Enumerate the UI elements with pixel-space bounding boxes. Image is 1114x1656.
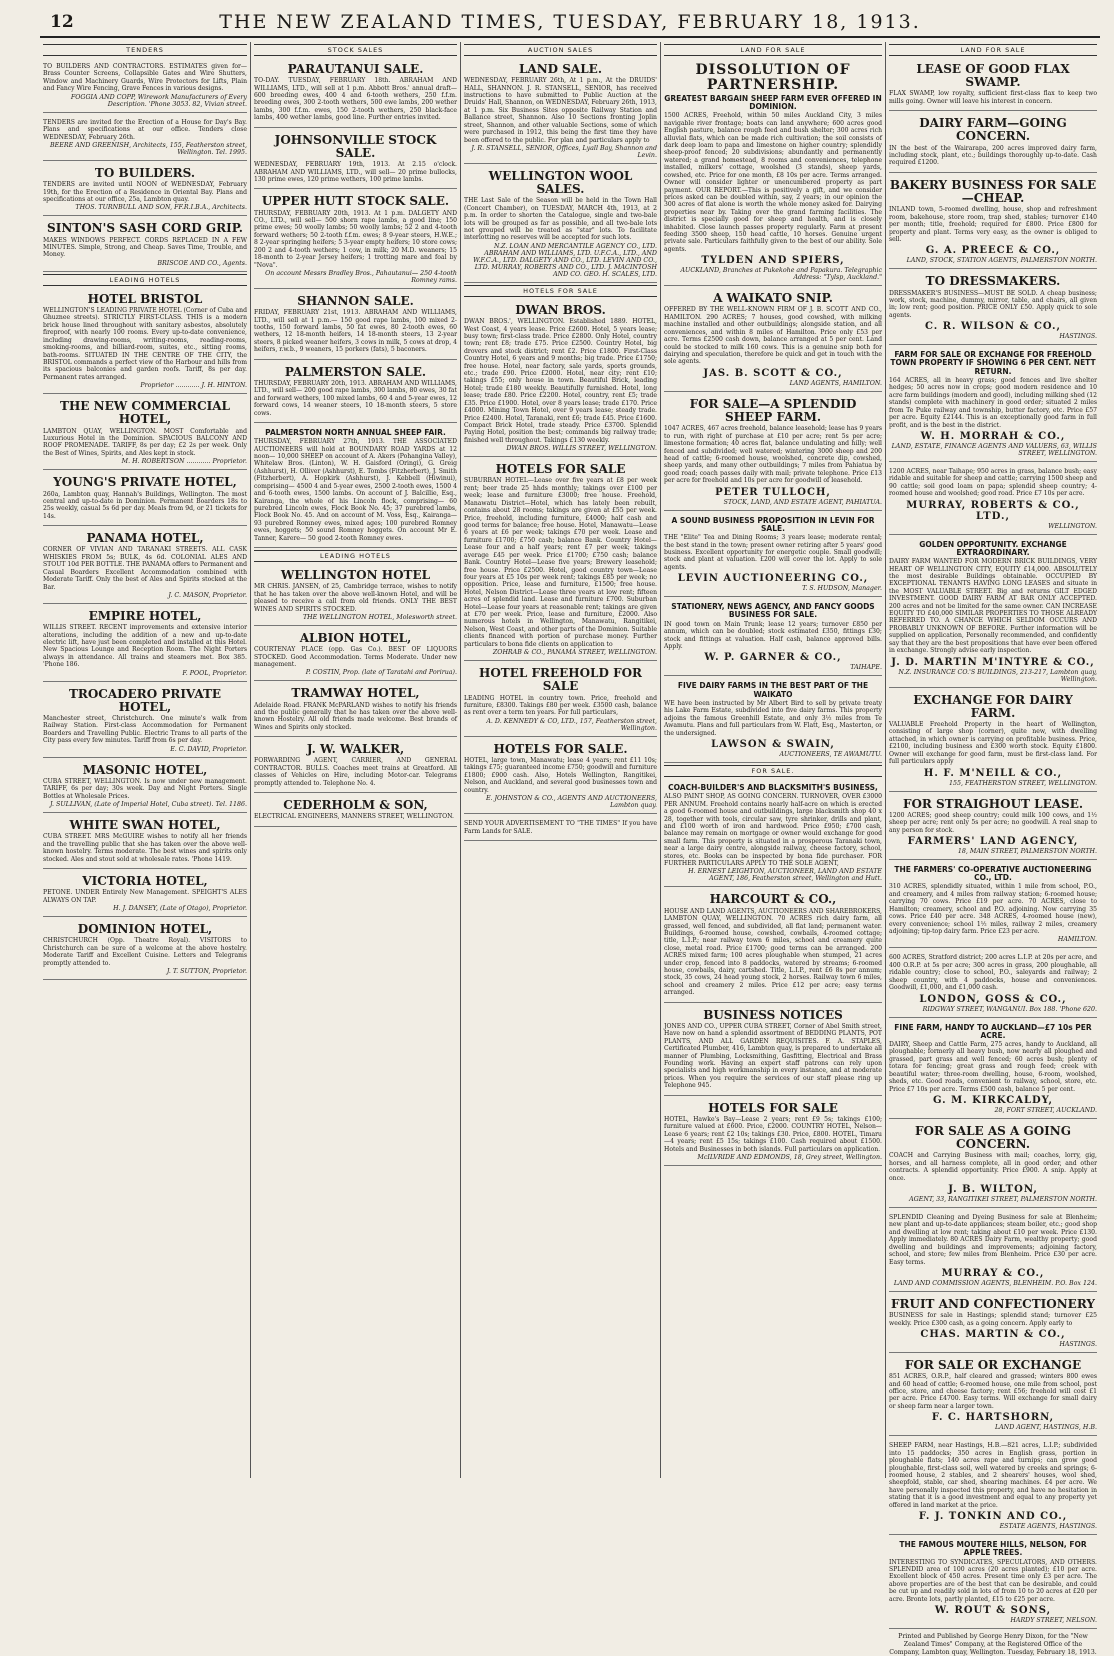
ad-signature: RIDGWAY STREET, WANGANUI. Box 188. 'Phone 620. [922,1005,1097,1013]
masthead [40,8,1100,38]
ad-heading: J. W. WALKER, [306,742,405,757]
newspaper-column [660,42,885,1478]
ad-signature: HARDY STREET, NELSON. [1010,1617,1097,1625]
advertisement [889,1537,1097,1629]
ad-heading: JOHNSONVILLE STOCK SALE. [274,132,437,160]
ad-signature: LAND, STOCK, STATION AGENTS, PALMERSTON NORTH. [906,257,1097,265]
ad-body-text: PETONE. UNDER Entirely New Management. SPEIGHT'S ALES ALWAYS ON TAP. [43,889,247,904]
ad-heading: HARCOURT & CO., [709,892,837,907]
ad-body-text: DRESSMAKER'S BUSINESS—MUST BE SOLD. A cheap business; work, stock, machine, dummy, mirror, table, and chairs, all given in; low rent; good position. PRICE ONLY £50. Apply quick to sole agents. [889,289,1097,319]
advertisement [664,1098,882,1166]
advertiser-name: G. A. PREECE & CO., [925,245,1061,257]
ad-body-text: LEADING HOTEL in country town. Price, freehold and furniture, £8300. Takings £80 per week. £3500 cash, balance as rent over a term ten years. For full particulars, [464,694,657,717]
ad-signature: H. ERNEST LEIGHTON, AUCTIONEER, LAND AND ESTATE AGENT, 186, Featherston street, Wellington and Hutt. [688,868,882,883]
ad-signature: On account Messrs Bradley Bros., Pahautanui— 250 4-tooth Romney rams. [265,269,457,284]
ad-body-text: DAIRY, Sheep and Cattle Farm, 275 acres, handy to Auckland, all ploughable; formerly all heavy bush, now nearly all ploughed and grassed, part grass and well fenced; 60 acres bush; plenty of totara for fencing; great grass and rough feed; creek with beautiful water; three-room dwelling, house, 6-room, woolshed, sheds, etc. Good roads, convenient to railway, school, store, etc. Price £7 10s per acre. Terms £500 cash, balance 5 per cent. [889,1041,1097,1093]
ad-heading: DISSOLUTION OF PARTNERSHIP. [695,62,851,94]
ad-signature: LAND AND COMMISSION AGENTS, BLENHEIM. P.O. Box 124. [893,1279,1097,1287]
page-title: THE NEW ZEALAND TIMES, TUESDAY, FEBRUARY 18, 1913. [219,11,921,33]
ad-heading: EXCHANGE FOR DAIRY FARM. [913,692,1073,720]
ad-body-text: TENDERS are invited for the Erection of a House for Day's Bay. Plans and specifications at our office. Tenders close WEDNESDAY, February 26th. [43,118,247,141]
page-number: 12 [50,12,74,32]
advertisement [43,815,247,869]
ad-body-text: 600 ACRES, Stratford district; 200 acres L.I.P. at 20s per acre, and 400 O.R.P. at 5s per acre; 300 acres in grass, 200 ploughable, all ridable country; close to school, P.O., saleyards and railway; 2 sheep country, with 4 paddocks, house and conveniences. Goodwill, £1,000, and £1,000 cash. [889,954,1097,992]
advertisement [254,739,457,793]
ad-heading: YOUNG'S PRIVATE HOTEL, [53,475,237,490]
advertisement [464,459,657,661]
ad-heading: WELLINGTON WOOL SALES. [488,168,633,197]
advertiser-name: W. H. MORRAH & CO., [920,430,1066,442]
ad-body-text: SPLENDID Cleaning and Dyeing Business for sale at Blenheim; new plant and up-to-date appliances; steam boiler, etc.; good shop and dwelling at low rent; taking about £10 per week. Price £130. Apply immediately. 80 ACRES Dairy Farm, wealthy property; good dwelling and buildings and improvements; adjoining factory, school, and store; few miles from Blenheim. Price £30 per acre. Easy terms. [889,1214,1097,1266]
ad-signature: McILVRIDE AND EDMONDS, 18, Grey street, Wellington. [697,1154,882,1162]
advertisement [43,218,247,271]
ad-heading: A WAIKATO SNIP. [713,291,833,306]
ad-body-text: IN good town on Main Trunk; lease 12 years; turnover £850 per annum, which can be doubled; stock estimated £350, fittings £30; stock and fittings at valuation. Half cash, balance approved bills. Apply. [664,620,882,650]
advertisement [43,606,247,682]
ad-signature: LAND AGENT, HASTINGS, H.B. [994,1424,1097,1432]
ad-body-text: WILLIS STREET. RECENT improvements and extensive interior alterations, including the addition of a new and up-to-date electric lift, have just been completed and installed at this Hotel. New Spacious Lounge and Reception Room. The Night Porters always in attendance. All trains and steamers met. Box 385. 'Phone 186. [43,624,247,669]
ad-body-text: SHEEP FARM, near Hastings, H.B.—821 acres, L.I.P.; subdivided into 15 paddocks; 350 acres in English grass, portion in ploughable flats; 140 acres rape and turnips; can grow good ploughable, first-class soil, well watered by creeks and springs; 6-roomed house, 2 stables, and 2 shearers' houses, wool shed, sheepfold, stable, car shed, shearing machines. £4 per acre. We have personally inspected this property, and have no hesitation in stating that it is a good investment and equal to any property yet offered in land market at the price. [889,1442,1097,1509]
advertisement [43,289,247,394]
ad-body-text: VALUABLE Freehold Property in the heart of Wellington, consisting of large shop (corner), quite new, with dwelling attached, in which owner is carrying on profitable business. Price, £2100, including business and £300 worth stock. Equity £1800. Owner will exchange for good farm, must be first-class land. For full particulars apply [889,720,1097,766]
ad-signature: ESTATE AGENTS, HASTINGS. [999,1523,1097,1531]
ad-heading: UPPER HUTT STOCK SALE. [261,194,450,209]
advertiser-name: LONDON, GOSS & CO., [919,993,1067,1005]
ad-body-text: 1500 ACRES, Freehold, within 50 miles Auckland City, 3 miles navigable river frontage; boats can land anywhere; 600 acres good English pasture, balance rough feed and bush shelter; 300 acres rich alluvial flats, which can be made rich cultivation; the soil consists of dark deep loam to papa and limestone on higher country; splendidly sheep-proof fenced; 20 subdivisions; abundantly and permanently watered; a grand homestead, 8 rooms and conveniences, telephone installed, milkers' cottage, woolshed (3 stands), sheep yards, cowshed, etc. Price for one month, £8 10s per acre. Terms arranged. Owner will consider lighter or unencumbered property as part payment. OUR REPORT.—This is positively a gift, and we consider prices asked can be doubled within, say, 2 years; in our opinion the 300 acres of flat alone is worth the whole money asked for. Dairying properties near by. Taking over the grand farming facilities. The district is specially good for sheep and health, and is closely inhabited. Close launch passes property regularly. Farm at present feeding 3500 sheep, 150 head cattle, 10 horses. Genuine urgent private sale. Particulars faithfully given to the best of our ability. Sole agents. [664,112,882,253]
advertisement [464,816,657,841]
advertisement [43,472,247,526]
ad-heading: DWAN BROS. [515,302,606,317]
ad-heading: HOTELS FOR SALE. [493,741,628,756]
advertisement [43,684,247,758]
advertiser-name: MURRAY, ROBERTS & CO., LTD., [906,499,1080,522]
advertisement [43,59,247,113]
ad-body-text: INLAND town, 5-roomed dwelling, house, shop and refreshment room, bakehouse, store room, trap shed, stables; turnover £140 per month; title, freehold; required for £800. Price £800 for property and plant. Terms very easy, as the owner is obliged to sell. [889,206,1097,243]
ad-heading: TRAMWAY HOTEL, [291,686,420,701]
newspaper-column [40,42,250,1478]
ad-body-text: THURSDAY, FEBRUARY 20th, 1913. At 1 p.m. DALGETY AND CO., LTD., will sell— 500 shorn rape lambs, a good line; 150 prime ewes; 50 woolly lambs; 50 woolly lambs; 52 2 and 4-tooth forward wethers; 50 2-tooth f.f.m. ewes; 8 9-year steers, H.W.E.; 8 2-year springing heifers; 5 3-year empty heifers; 10 store cows; 200 2 and 4-tooth wethers; 1 cow, in milk; 20 M.D. weaners; 15 18-month to 2-year Jersey heifers; 1 trotting mare and foal by "Nova". [254,209,457,269]
ad-body-text: 1200 ACRES, near Taihape; 950 acres in grass, balance bush; easy ridable and suitable for sheep and cattle; carrying 1500 sheep and 90 cattle; soil good loam on papa; splendid sheep country; 4-roomed house and woolshed; good road. Price £7 10s per acre. [889,467,1097,498]
column-header: LAND FOR SALE [664,44,882,56]
ad-body-text: JONES AND CO., UPPER CUBA STREET, Corner of Abel Smith street, Have now on hand a splendid assortment of BEDDING PLANTS, POT PLANTS, AND ALL GARDEN REQUISITES. F. A. STAPLES, Certificated Plumber, 416, Lambton quay, is prepared to undertake all manner of Plumbing, Locksmithing, Gasfitting, Electrical and Brass Founding work. Having an expert staff patrons can rely upon specialists and high workmanship in every instance, and at moderate prices. When you require the services of our staff please ring up Telephone 945. [664,1022,882,1090]
ad-body-text: HOTEL, large town, Manawatu; lease 4 years; rent £11 10s; takings £75; guaranteed income £750; goodwill and furniture £1800; £900 cash. Also, Hotels Wellington, Rangitikei, Nelson, and Auckland, and several good businesses town and country. [464,756,657,794]
advertisement [254,191,457,289]
ad-heading: TO DRESSMAKERS. [925,274,1061,289]
ad-heading: PANAMA HOTEL, [86,531,204,546]
ad-signature: J. C. MASON, Proprietor. [168,591,247,599]
ad-signature: THE WELLINGTON HOTEL, Molesworth street. [302,613,457,621]
advertisement [254,291,457,360]
ad-body-text: DWAN BROS.', WELLINGTON. Established 1889. HOTEL, West Coast, 4 years lease. Price £2600. Hotel, 5 years lease; busy town; first-class trade. Price £2800. Only Hotel, country town; rent £8; trade £75. Price £2500. Country Hotel, big drovers and stock district; rent £2. Price £1800. First-Class Country Hotel, 6 years and 9 months; big trade. Price £1750; free house. Hotel, near factory, sale yards, sports grounds, etc.; trade £90. Price £2000. Hotel, near city; rent £10; takings £55; only house in town. Beautiful Brick, leading Hotel; trade £180 weekly. Beautifully furnished. Hotel, long lease; trade £80. Price £2200. Hotel, country, rent £5; trade £35. Price £1900. Hotel, over 8 years lease; trade £170. Price £4000. Mining Town Hotel, over 9 years lease; steady trade. Price £2400. Hotel, Taranaki, rent £6; trade £45. Price £1600. Compact Brick Hotel, trade steady. Price £3700. Splendid Paying Hotel, position the best; commands big railway trade; finished well throughout. Takings £130 weekly. [464,318,657,444]
ad-heading: WELLINGTON HOTEL [280,568,431,583]
ad-heading: ALBION HOTEL, [299,630,412,645]
ad-signature: TAIHAPE. [850,664,882,672]
ad-body-text: WEDNESDAY, FEBRUARY 26th, At 1 p.m., At the DRUIDS' HALL, SHANNON. J. R. STANSELL, SENIOR, has received instructions to have submitted to Public Auction at the Druids' Hall, Shannon, on WEDNESDAY, February 26th, 1913, at 1 p.m. Six Business Sites opposite Railway Station and Ballance street, Shannon. Also 10 Sections fronting Joplin street, Shannon, and other valuable Sections, some of which were purchased in 1912, this being the first time they have been offered to the public. For plan and particulars apply to [464,77,657,144]
ad-body-text: 851 ACRES, O.R.P., half cleared and grassed; winters 800 ewes and 60 head of cattle; 6-roomed house, one mile from school, post office, store, and cheese factory; rent £56; freehold will cost £1 per acre. Price £4700. Easy terms. Will exchange for small dairy or sheep farm near a larger town. [889,1373,1097,1410]
advertisement [43,163,247,216]
ad-signature: E. C. DAVID, Proprietor. [170,745,247,753]
ad-body-text: BUSINESS for sale in Hastings; splendid stand; turnover £25 weekly. Price £300 cash, as a going concern. Apply early to [889,1312,1097,1327]
advertisement [889,1438,1097,1535]
advertisement [664,780,882,887]
ad-body-text: THE Last Sale of the Season will be held in the Town Hall (Concert Chamber), on TUESDAY, MARCH 4th, 1913, at 2 p.m. In order to shorten the Catalogue, single and two-bale lots will be grouped as far as possible, and all two-bale lots not grouped will be treated as "star" lots. To facilitate interlotting no reserves will be accepted for such lots. [464,197,657,242]
ad-body-text: MAKES WINDOWS PERFECT. CORDS REPLACED IN A FEW MINUTES. Simple, Strong, and Cheap. Saves Time, Trouble, and Money. [43,236,247,259]
advertisement [889,464,1097,535]
newspaper-column [460,42,660,1478]
ad-heading: STATIONERY, NEWS AGENCY, AND FANCY GOODS BUSINESS FOR SALE. [671,602,875,620]
section-header: LEADING HOTELS [43,274,247,286]
ad-body-text: FRIDAY, FEBRUARY 21st, 1913. ABRAHAM AND WILLIAMS, LTD., will sell at 1 p.m.— 150 good rape lambs, 100 mixed 2-tooths, 150 forward lambs, 50 fat ewes, 80 2-tooth ewes, 60 wethers, 12 18-month heifers, 14 18-month steers, 13 2-year steers, 8 picked weaner heifers, 3 cows in milk, 5 cows at drop, 4 heifers, r.w.b., 9 weaners, 15 porkers (fats), 5 baconers. [254,309,457,354]
ad-heading: FIVE DAIRY FARMS IN THE BEST PART OF THE WAIKATO [677,681,869,699]
ad-heading: DAIRY FARM—GOING CONCERN. [919,116,1067,144]
ad-heading: VICTORIA HOTEL, [82,874,208,889]
ad-heading: PALMERSTON SALE. [284,364,427,379]
advertisement [43,396,247,470]
advertiser-name: LAWSON & SWAIN, [711,739,835,751]
advertisement [664,678,882,763]
ad-heading: SINTON'S SASH CORD GRIP. [47,221,243,236]
advertiser-name: J. D. MARTIN M'INTYRE & CO., [891,656,1095,668]
ad-heading: THE NEW COMMERCIAL HOTEL, [60,399,230,427]
ad-heading: PARAUTANUI SALE. [287,62,424,76]
advertisement [889,271,1097,345]
advertiser-name: J. B. WILTON, [948,1184,1038,1196]
ad-signature: N.Z. INSURANCE CO.'S BUILDINGS, 213-217, Lambton quay, Wellington. [898,668,1097,683]
advertisement [889,1355,1097,1436]
ad-body-text: 310 ACRES, splendidly situated, within 1 mile from school, P.O., and creamery, and 4 miles from railway station; 6-roomed house; carrying 70 cows. Price £19 per acre. 70 ACRES, close to Hamilton; creamery, school and P.O. adjoining. Now carrying 35 cows. Price £40 per acre. 348 ACRES, 4-roomed house (new), every convenience; school 1½ miles, railway 2 miles, creamery adjoining; tip-top dairy farm. Price £23 per acre. [889,883,1097,935]
advertiser-name: H. F. M'NEILL & CO., [923,767,1063,779]
ad-body-text: WELLINGTON'S LEADING PRIVATE HOTEL (Corner of Cuba and Ghuznee streets). STRICTLY FIRST-CLASS. THIS is a modern brick house lined throughout with sanitary asbestos, absolutely fireproof, with nearly 100 rooms. Every up-to-date convenience, including drawing-rooms, writing-rooms, reading-rooms, smoking-rooms, and billiard-room, suites, etc., sitting rooms, bath-rooms. SITUATED IN THE CENTRE OF THE CITY, the BRISTOL commands a perfect view of the Harbour and hills from its spacious balconies and garden roofs. Tariff, 8s per day. Permanent rates arranged. [43,307,247,381]
advertiser-name: LEVIN AUCTIONEERING CO., [677,573,869,585]
ad-heading: EMPIRE HOTEL, [88,608,202,623]
ad-body-text: WEDNESDAY, FEBRUARY 19th, 1913. At 2.15 o'clock. ABRAHAM AND WILLIAMS, LTD., will sell— 20 prime bullocks, 130 prime ewes, 120 prime wethers, 100 prime lambs. [254,161,457,183]
advertisement [664,1005,882,1096]
ad-signature: N.Z. LOAN AND MERCANTILE AGENCY CO., LTD. ABRAHAM AND WILLIAMS, LTD. U.F.C.A., LTD., AND W.F.C.A., LTD. DALGETY AND CO., LTD. LEVIN AND CO., LTD. MURRAY, ROBERTS AND CO., LTD. J. MACINTOSH AND CO. GEO. H. SCALES, LTD. [473,242,657,278]
advertisement [254,628,457,681]
advertiser-name: G. M. KIRKCALDY, [932,1094,1054,1106]
advertisement [889,113,1097,173]
advertisement [43,760,247,813]
ad-body-text: SEND YOUR ADVERTISEMENT TO "THE TIMES" If you have Farm Lands for SALE. [464,820,657,835]
advertisement [889,1020,1097,1119]
ad-body-text: INTERESTING TO SYNDICATES, SPECULATORS, AND OTHERS. SPLENDID area of 100 acres (20 acres planted); £10 per acre. Excellent block of 450 acres. Present time only £3 per acre. The above properties are of the best that can be desirable, and could be cut up and readily sold in lots of from 10 to 20 acres at £20 per acre. Bronte lots, partly planted, £15 to £25 per acre. [889,1558,1097,1603]
advertisement [664,599,882,676]
ad-heading: FOR SALE OR EXCHANGE [904,1358,1082,1373]
ad-body-text: 1047 ACRES, 467 acres freehold, balance leasehold; lease has 9 years to run, with right of purchase at £10 per acre; rent 5s per acre; limestone formation; 40 acres flat, balance undulating and hilly; well fenced and subdivided; well watered; wintering 3000 sheep and 200 head of cattle; 6-roomed house, woolshed, concrete dip, cowshed, sheep yards, and many other outbuildings; 7 miles from Pahiatua by good road; coach passes daily with mail; private telephone. Price £13 per acre for freehold and 10s per acre for goodwill of leasehold. [664,425,882,485]
section-header: LEADING HOTELS [254,550,457,562]
advertiser-name: PETER TULLOCH, [715,486,831,498]
ad-signature: BRISCOE AND CO., Agents. [157,259,247,267]
ad-signature: HASTINGS. [1059,333,1097,341]
advertisement [664,288,882,392]
ad-body-text: THE "Elite" Tea and Dining Rooms; 3 years lease; moderate rental; the best stand in the town; present owner retiring after 5 years' good business. Excellent opportunity for energetic couple. Small goodwill; stock and plant at valuation. £200 will cover the lot. Apply to sole agents. [664,534,882,571]
advertisement [889,347,1097,462]
advertisement [254,130,457,190]
advertiser-name: FARMERS' LAND AGENCY, [907,835,1079,847]
advertiser-name: C. R. WILSON & CO., [924,321,1062,333]
ad-signature: THOS. TURNBULL AND SON, FF.R.I.B.A., Architects. [75,204,247,212]
newspaper-column [885,42,1100,1656]
advertiser-name: JAS. B. SCOTT & CO., [703,367,843,379]
ad-heading: WHITE SWAN HOTEL, [69,818,221,833]
ad-heading: HOTELS FOR SALE [495,462,626,477]
ad-body-text: 260a, Lambton quay, Hannah's Buildings, Wellington. The most central and up-to-date in Dominion. Permanent Boarders 18s to 25s weekly, casual 5s 6d per day. Meals from 9d, or 21 tickets for 14s. [43,490,247,520]
advertisement [254,362,457,423]
ad-body-text: WE have been instructed by Mr Albert Bird to sell by private treaty his Lake Farm Estate, subdivided into five dairy farms. This property adjoins the famous Greenhill Estate, and only 3½ miles from Te Awamutu. Plans and full particulars from W. Flatt, Esq., Masterton, or the undersigned. [664,699,882,737]
advertisement [464,663,657,737]
ad-subheading: GREATEST BARGAIN SHEEP FARM EVER OFFERED IN DOMINION. [664,93,882,112]
advertisement [43,115,247,161]
ad-body-text: CUBA STREET, WELLINGTON. Is now under new management. TARIFF, 6s per day; 30s week. Day and Night Porters. Single Bottles at Wholesale Prices. [43,777,247,800]
advertisement [889,1210,1097,1292]
ad-signature: BEERE AND GREENISH, Architects, 155, Featherston street, Wellington. Tel. 1995. [50,141,247,156]
section-header: FOR SALE. [664,765,882,777]
ad-body-text: 1200 ACRES; good sheep country; could milk 100 cows, and 1½ sheep per acre; rent only 5s per acre; no goodwill. A real snap to any person for stock. [889,811,1097,834]
ad-signature: STOCK, LAND, AND ESTATE AGENT, PAHIATUA. [723,498,882,506]
ad-body-text: FLAX SWAMP, low royalty, sufficient first-class flax to keep two mills going. Owner will leave his interest in concern. [889,90,1097,105]
ad-body-text: OFFERED BY THE WELL-KNOWN FIRM OF J. B. SCOTT AND CO., HAMILTON. 290 ACRES; 7 houses, good cowshed, with milking machine installed and other outbuildings; alongside station, and all conveniences, and within 8 miles of Hamilton. Price only £53 per acre. Terms £2500 cash down, balance arranged at 5 per cent. Land could be stocked to milk 160 cows. This is a genuine snip both for dairying and speculation, therefore be quick and get in touch with the sole agents. [664,306,882,366]
advertisement [254,795,457,827]
ad-heading: FOR SALE—A SPLENDID SHEEP FARM. [689,396,857,425]
ad-body-text: FORWARDING AGENT, CARRIER, AND GENERAL CONTRACTOR. BULLS. Coaches meet trains at Greatford. All classes of Vehicles on Hire, including Motor-car. Telegrams promptly attended to. Telephone No. 4. [254,757,457,787]
ad-heading: FARM FOR SALE OR EXCHANGE FOR FREEHOLD TOWN PROPERTY IF SHOWING 6 PER CENT. NETT RETURN. [890,350,1096,376]
ad-body-text: MR CHRIS. JANSEN, of 25, Cambridge terrace, wishes to notify that he has taken over the above well-known Hotel, and will be pleased to receive a call from old friends. ONLY THE BEST WINES AND SPIRITS STOCKED. [254,583,457,613]
ad-signature: M. H. ROBERTSON ............ Proprietor. [121,458,247,466]
ad-signature: LAND, ESTATE, FINANCE AGENTS AND VALUERS, 63, WILLIS STREET, WELLINGTON. [891,442,1097,457]
ad-signature: AUCKLAND, Branches at Pukekohe and Papakura. Telegraphic Address: "Tylsp, Auckland." [680,267,882,282]
advertisement [889,1294,1097,1353]
ad-heading: CEDERHOLM & SON, [283,798,428,813]
advertisement [464,59,657,164]
ad-body-text: TENDERS are invited until NOON of WEDNESDAY, February 19th, for the Erection of a Residence in Oriental Bay. Plans and specifications at our office, 25a, Lambton quay. [43,181,247,203]
printer-imprint: Printed and Published by George Henry Dixon, for the "New Zealand Times" Company, at the Registered Office of the Company, Lambton quay, Wellington. Tuesday, February 18, 1913. [889,1633,1097,1656]
advertisement [43,871,247,917]
ad-signature: J. R. STANSELL, SENIOR, Offices, Lyall Bay, Shannon and Levin. [471,144,657,159]
ad-body-text: HOTEL, Hawke's Bay—Lease 2 years; rent £9 5s; takings £100; furniture valued at £600. Price, £2000. COUNTRY HOTEL, Nelson—Lease 6 years; rent £2 10s; takings £30. Price, £800. HOTEL, Timaru—4 years; rent £5 15s; takings £100. Cash required about £1500. Hotels and Businesses in both islands. Full particulars on application. [664,1115,882,1153]
advertisement [889,794,1097,860]
ad-heading: PALMERSTON NORTH ANNUAL SHEEP FAIR. [265,427,446,437]
column-header: LAND FOR SALE [889,44,1097,56]
ad-body-text: ALSO PAINT SHOP, AS GOING CONCERN. TURNOVER, OVER £3000 PER ANNUM. Freehold contains nearly half-acre on which is erected a good 6-roomed house and outbuildings, large blacksmith shop 40 x 28, together with tools, circular saw, tyre shrinker, drills and plant, and £100 worth of iron and hardwood. Price £950; £700 cash, balance may remain on mortgage or owner would exchange for good small farm. This property is situated in a prosperous Taranaki town, near a large dairy centre, alongside railway, cheese factory, school, stores, etc. Books can be inspected by bona fide purchaser. FOR FURTHER PARTICULARS APPLY TO THE SOLE AGENT, [664,793,882,868]
ad-signature: J. SULLIVAN, (Late of Imperial Hotel, Cuba street). Tel. 1186. [50,801,247,809]
advertisement [254,565,457,626]
ad-heading: SHANNON SALE. [297,293,414,308]
advertiser-name: F. J. TONKIN AND CO., [918,1511,1068,1523]
ad-heading: FOR STRAIGHOUT LEASE. [902,796,1084,811]
advertisement [664,59,882,286]
ad-signature: AGENT, 33, RANGITIKEI STREET, PALMERSTON NORTH. [909,1196,1097,1204]
advertisement [43,919,247,980]
advertisement [43,528,247,604]
ad-heading: DOMINION HOTEL, [77,922,213,937]
ad-signature: 155, FEATHERSTON STREET, WELLINGTON. [948,779,1097,787]
ad-heading: HOTEL FREEHOLD FOR SALE [478,666,643,694]
ad-body-text: THURSDAY, FEBRUARY 27th, 1913. THE ASSOCIATED AUCTIONEERS will hold at BOUNDARY ROAD YARDS at 12 noon— 10,000 SHEEP on account of A. Akers (Pohangina Valley), Whitelaw Bros. (Linton), W. H. Gaisford (Oringi), G. Greig (Ashhurst), H. Olliver (Ashhurst), E. Tombs (Fitzherbert), J. Smith (Fitzherbert), A. Hopkirk (Ashhurst), J. Kebbell (Hiwinui), comprising— 4500 4 and 5-year ewes, 2500 2-tooth ewes, 1500 4 and 6-tooth ewes, 1500 lambs. On account of J. Balcillie, Esq., Kairanga, the whole of his Lincoln flock, comprising— 60 purebred Lincoln ewes, Flock Book No. 45; 37 purebred lambs, Flock Book No. 45. And on account of M. Voss, Esq., Kairanga— 93 purebred Romney ewes, mixed ages; 100 purebred Romney ewes, hoggets; 50 sound Romney hoggets. On account Mr E. Tanner, Karere— 50 good 2-tooth Romney ewes. [254,438,457,542]
ad-signature: P. COSTIN, Prop. (late of Taratahi and Porirua). [305,669,457,677]
advertisement [889,1121,1097,1208]
ad-body-text: LAMBTON QUAY, WELLINGTON. MOST Comfortable and Luxurious Hotel in the Dominion. SPACIOUS BALCONY AND ROOF PROMENADE. TARIFF, 8s per day; £2 2s per week. Only the Best of Wines, Spirits, and Ales kept in stock. [43,427,247,457]
advertisement [889,537,1097,688]
ad-heading: THE FARMERS' CO-OPERATIVE AUCTIONEERING CO., LTD. [894,864,1092,883]
ad-signature: DWAN BROS. WILLIS STREET, WELLINGTON. [506,445,657,453]
ad-body-text: IN the best of the Wairarapa, 200 acres improved dairy farm, including stock, plant, etc.; buildings thoroughly up-to-date. Cash required £1200. [889,144,1097,167]
ad-body-text: CORNER OF VIVIAN AND TARANAKI STREETS. ALL CASK WHISKIES FROM 5s; BULK, 4s 6d. COLONIAL ALES AND STOUT 10d PER BOTTLE. THE PANAMA offers to Permanent and Casual Boarders Excellent Accommodation combined with Moderate Tariff. Only the best of Ales and Spirits stocked at the Bar. [43,546,247,591]
advertisement [464,166,657,283]
ad-signature: FOGGIA AND COPP, Wirework Manufacturers of Every Description. 'Phone 3053. 82, Vivian street. [70,93,247,108]
ad-heading: HOTEL BRISTOL [87,291,203,306]
ad-signature: F. POOL, Proprietor. [182,669,247,677]
ad-heading: BUSINESS NOTICES [703,1007,843,1022]
advertisement [254,683,457,737]
advertisement [889,950,1097,1017]
advertisement [464,739,657,814]
newspaper-column [250,42,460,1478]
ad-signature: 28, FORT STREET, AUCKLAND. [994,1106,1097,1114]
advertiser-name: CHAS. MARTIN & CO., [920,1329,1066,1341]
advertisement [254,425,457,548]
column-header: AUCTION SALES [464,44,657,56]
advertiser-name: TYLDEN AND SPIERS, [701,255,845,267]
ad-heading: A SOUND BUSINESS PROPOSITION IN LEVIN FOR SALE. [671,515,875,533]
ad-heading: MASONIC HOTEL, [82,762,208,777]
ad-body-text: CUBA STREET. MRS McGUIRE wishes to notify all her friends and the travelling public that she has taken over the above well-known hostelry. Terms moderate. The best wines and spirits only stocked. Ales and stout sold at wholesale rates. 'Phone 1419. [43,833,247,863]
advertisement [889,862,1097,948]
ad-body-text: SUBURBAN HOTEL—Lease over five years at £8 per week rent; beer trade 25 hhds monthly; takings over £100 per week; lease and furniture £3000; free house. Freehold, Manawatu District—Hotel, which has lately been rebuilt, contains about 28 rooms; takings are given at £55 per week. Price, freehold, including furniture, £4000; half cash and good terms for balance; free house. Hotel, Manawatu—Lease 6 years at £6 per week; takings £70 per week. Lease and furniture £1700; £750 cash; balance Bank. Country Hotel—Lease four and a half years; rent £7 per week; takings average £45 per week. Price £1700; £750 cash; balance Bank. Country Hotel—Lease five years; Brewery leasehold; free house. Price £2500. Hotel, good country town—Lease four years at £5 10s per week rent; takings £85 per week; no opposition. Price, lease and furniture, £1500; free house. Hotel, Nelson District—Lease three years at low rent; fifteen acres of splendid land. Lease and furniture £700. Suburban Hotel—Lease four years at reasonable rent; takings are given at £70 per week. Price, lease and furniture, £2000. Also numerous hotels in Wellington, Manawatu, Rangitikei, Nelson, West Coast, and other parts of the Dominion. Suitable clients financed with portion of purchase money. Further particulars to bona fide clients on application to [464,477,657,648]
advertisement [664,889,882,1002]
ad-heading: FINE FARM, HANDY TO AUCKLAND—£7 10s PER ACRE. [894,1022,1092,1040]
ad-body-text: Adelaide Road. FRANK McPARLAND wishes to notify his friends and the public generally that he has taken over the above well-known Hostelry. All old friends made welcome. Best brands of Wines and Spirits only stocked. [254,701,457,731]
ad-body-text: THURSDAY, FEBRUARY 20th, 1913. ABRAHAM AND WILLIAMS, LTD., will sell— 200 good rape lambs, 300 lambs, 80 ewes, 30 fat and forward wethers, 100 mixed lambs, 60 4 and 5-year ewes, 12 forward cows, 14 weaner steers, 10 18-month steers, 5 store cows. [254,379,457,417]
ad-heading: HOTELS FOR SALE [708,1100,838,1115]
advertisement [889,690,1097,792]
section-header: HOTELS FOR SALE [464,285,657,297]
advertisement [664,394,882,511]
advertisement [464,300,657,457]
ad-heading: BAKERY BUSINESS FOR SALE—CHEAP. [889,177,1097,206]
ad-signature: LAND AGENTS, HAMILTON. [789,379,882,387]
ad-signature: E. JOHNSTON & CO., AGENTS AND AUCTIONEERS, Lambton quay. [485,795,657,810]
ad-body-text: DAIRY FARM WANTED FOR MODERN BRICK BUILDINGS, VERY HEART OF WELLINGTON CITY, EQUITY £14,000. ABSOLUTELY the most desirable Buildings obtainable. OCCUPIED BY EXCEPTIONAL TENANTS HAVING LONG LEASES and situate in the MOST VALUABLE STREET. Big and returns GILT EDGED INVESTMENT. GOOD DAIRY FARM AT BAR ONLY ACCEPTED. 200 acres and not be limited for the same owner. CAN INCREASE EQUITY TO £40,000 SIMILAR PROPERTIES TO THOSE ALREADY REFERRED TO. A CHANCE WHICH SELDOM OCCURS AND PROBABLY UNKNOWN OF BEFORE. Further information will be supplied on application, Personally recommended, and confidently say that they are the best propositions that have ever been offered in exchange. Strongly advise early inspection. [889,558,1097,655]
advertiser-name: W. P. GARNER & CO., [704,652,842,664]
ad-body-text: Manchester street, Christchurch. One minute's walk from Railway Station. First-class Accommodation for Permanent Boarders and Travelling Public. Electric Trams to all parts of the City pass every few minutes. Tariff from 6s per day. [43,715,247,745]
ad-body-text: CHRISTCHURCH (Opp. Theatre Royal). VISITORS to Christchurch can be sure of a welcome at the above hostelry. Moderate Tariff and Excellent Cuisine. Letters and Telegrams promptly attended to. [43,937,247,967]
ad-signature: HAMILTON. [1057,936,1097,944]
ad-heading: LEASE OF GOOD FLAX SWAMP. [916,62,1070,90]
ad-signature: A. D. KENNEDY & CO, LTD., 157, Featherston street, Wellington. [486,717,657,732]
ad-signature: 18, MAIN STREET, PALMERSTON NORTH. [957,847,1097,855]
ad-heading: COACH-BUILDER'S AND BLACKSMITH'S BUSINESS, [668,783,878,793]
ad-body-text: HOUSE AND LAND AGENTS, AUCTIONEERS AND SHAREBROKERS, LAMBTON QUAY, WELLINGTON. 70 ACRES rich dairy farm, all grassed, well fenced, and subdivided, all flat land; permanent water. Buildings, 6-roomed house, cowshed, cowbails, 4-roomed cottage; title, L.I.P.; near railway town 6 miles, school and creamery quite close, metal road. Price £1700; good terms can be arranged. 200 ACRES mixed farm; 100 acres ploughable when stumped, 21 acres under crop, fenced into 8 paddocks, watered by streams; 6-roomed house, cowbails, dairy, cartshed. Title, L.I.P., rent £6 8s per annum; stock, 35 cows, 24 head young stock, 2 horses. Railway town 6 miles, school and creamery 2 miles. Price £12 per acre; easy terms arranged. [664,907,882,997]
advertiser-name: F. C. HARTSHORN, [931,1412,1055,1424]
ad-heading: TROCADERO PRIVATE HOTEL, [68,686,222,714]
ad-signature: Proprietor ............ J. H. HINTON. [140,382,247,390]
ad-heading: GOLDEN OPPORTUNITY. EXCHANGE EXTRAORDINARY. [919,539,1067,557]
ad-signature: J. T. SUTTON, Proprietor. [166,967,247,975]
ad-heading: FOR SALE AS A GOING CONCERN. [914,1123,1072,1152]
ad-signature: H. J. DANSEY, (Late of Otago), Proprietor. [113,905,247,913]
ad-signature: HASTINGS. [1059,1341,1097,1349]
ad-signature: WELLINGTON. [1048,522,1097,530]
ad-heading: LAND SALE. [518,62,603,76]
ad-signature: AUCTIONEERS, TE AWAMUTU. [779,751,882,759]
advertisement [889,59,1097,111]
ad-heading: TO BUILDERS. [94,165,196,180]
column-header: TENDERS [43,44,247,56]
ad-body-text: COURTENAY PLACE (opp. Gas Co.). BEST OF LIQUORS STOCKED. Good Accommodation. Terms Moderate. Under new management. [254,646,457,668]
ad-body-text: ELECTRICAL ENGINEERS, MANNERS STREET, WELLINGTON. [254,813,454,821]
ad-body-text: TO BUILDERS AND CONTRACTORS. ESTIMATES given for—Brass Counter Screens, Collapsible Gates and Wire Shutters, Window and Machinery Guards, Wire Protectors for Lifts, Plain and Fancy Wire Fencing, Grave Fences in various designs. [43,63,247,93]
advertiser-name: MURRAY & CO., [941,1267,1045,1279]
ad-signature: ZOHRAB & CO., PANAMA STREET, WELLINGTON. [492,649,657,657]
advertisement [254,59,457,128]
advertisement [889,175,1097,269]
ad-body-text: COACH and Carrying Business with mail; coaches, lorry, gig, horses, and all harness complete, all in good order, and other contracts. A splendid opportunity. Price £900. A snip. Apply at once. [889,1152,1097,1182]
column-header: STOCK SALES [254,44,457,56]
advertiser-name: W. ROUT & SONS, [934,1605,1052,1617]
advertisement [664,513,882,598]
ad-body-text: TO-DAY. TUESDAY, FEBRUARY 18th. ABRAHAM AND WILLIAMS, LTD., will sell at 1 p.m. Abbott Bros.' annual draft— 600 breeding ewes, 400 4 and 6-tooth wethers, 250 f.f.m. breeding ewes, 300 2-tooth wethers, 500 ewe lambs, 200 wether lambs, 300 f.f.m. ewes, 150 2-tooth wethers, 250 black-face lambs, 400 wether lambs, good line. Further entries invited. [254,77,457,122]
ad-heading: FRUIT AND CONFECTIONERY [890,1296,1095,1311]
ad-body-text: 164 ACRES, all in heavy grass; good fences and live shelter hedges; 50 acres now in crops; good modern residence and 10 acre farm buildings (modern and good), including milking shed (12 stands) complete with machinery in good order; situated 2 miles from Te Puke railway and township, butter factory, etc. Price £57 per acre. Equity £2144. This is an exceptionally good farm in full profit, and is the best in the district. [889,376,1097,429]
ad-heading: THE FAMOUS MOUTERE HILLS, NELSON, FOR APPLE TREES. [899,1540,1087,1558]
ad-signature: T. S. HUDSON, Manager. [802,585,882,593]
